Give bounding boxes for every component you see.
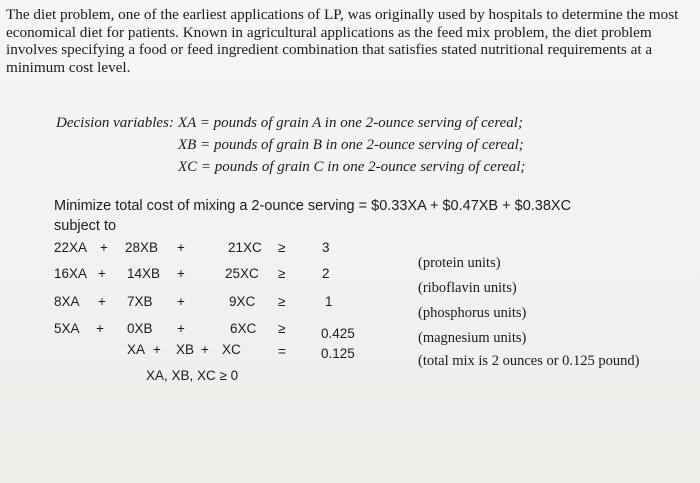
note-riboflavin: (riboflavin units)	[418, 280, 517, 296]
constraint-1-a: 22XA	[54, 240, 88, 255]
constraint-1-c: 21XC	[228, 240, 262, 255]
constraint-2-a: 16XA	[54, 266, 88, 281]
constraint-1-rhs: 3	[322, 240, 330, 255]
constraint-5-rel: =	[278, 344, 286, 359]
constraint-4-a: 5XA	[54, 321, 80, 336]
constraint-4-op2: +	[177, 321, 185, 336]
decision-variable-xa: XA = pounds of grain A in one 2-ounce serving of cereal;	[178, 115, 523, 131]
constraint-1-op2: +	[177, 240, 185, 255]
constraint-1-b: 28XB	[125, 240, 159, 255]
nonnegativity-constraint: XA, XB, XC ≥ 0	[146, 368, 239, 383]
decision-variable-xc: XC = pounds of grain C in one 2-ounce serving of cereal;	[178, 159, 526, 175]
constraint-5-op2: +	[201, 342, 209, 357]
constraint-5-b: XB	[176, 342, 195, 357]
constraint-2-op2: +	[177, 266, 185, 281]
constraint-2-op1: +	[98, 266, 106, 281]
constraint-2-rhs: 2	[322, 266, 330, 281]
constraint-3-op2: +	[177, 294, 185, 309]
subject-to-label: subject to	[54, 218, 117, 234]
constraint-4-rhs: 0.425	[321, 326, 355, 341]
constraint-3-b: 7XB	[127, 294, 153, 309]
constraint-3-rhs: 1	[325, 294, 333, 309]
note-phosphorus: (phosphorus units)	[418, 305, 527, 321]
constraint-5-a: XA	[127, 342, 146, 357]
constraint-5-c: XC	[222, 342, 241, 357]
note-magnesium: (magnesium units)	[418, 330, 527, 346]
constraint-4-c: 6XC	[230, 321, 257, 336]
constraint-1-op1: +	[100, 240, 108, 255]
constraint-4-op1: +	[96, 321, 104, 336]
note-protein: (protein units)	[418, 255, 501, 271]
note-total-mix: (total mix is 2 ounces or 0.125 pound)	[418, 353, 640, 369]
constraint-4-b: 0XB	[127, 321, 153, 336]
decision-variables-label: Decision variables:	[56, 115, 174, 131]
constraint-3-c: 9XC	[229, 294, 256, 309]
intro-paragraph: The diet problem, one of the earliest applications of LP, was originally used by hospitals to determine the most economical diet for patients. Known in agricultural applications as the feed mix problem, the diet problem involves specifying a food or feed ingredient combination that satisfies stated nutritional requirements at a minimum cost level.	[6, 6, 679, 76]
constraint-3-a: 8XA	[54, 294, 80, 309]
objective-function: Minimize total cost of mixing a 2-ounce serving = $0.33XA + $0.47XB + $0.38XC	[54, 198, 572, 214]
constraint-5-rhs: 0.125	[321, 346, 355, 361]
constraint-3-rel: ≥	[278, 294, 286, 309]
decision-variable-xb: XB = pounds of grain B in one 2-ounce serving of cereal;	[178, 137, 524, 153]
constraint-2-rel: ≥	[278, 266, 286, 281]
constraint-2-b: 14XB	[127, 266, 161, 281]
constraint-1-rel: ≥	[278, 240, 286, 255]
constraint-5-op1: +	[153, 342, 161, 357]
constraint-3-op1: +	[98, 294, 106, 309]
constraint-4-rel: ≥	[278, 321, 286, 336]
constraint-2-c: 25XC	[225, 266, 259, 281]
